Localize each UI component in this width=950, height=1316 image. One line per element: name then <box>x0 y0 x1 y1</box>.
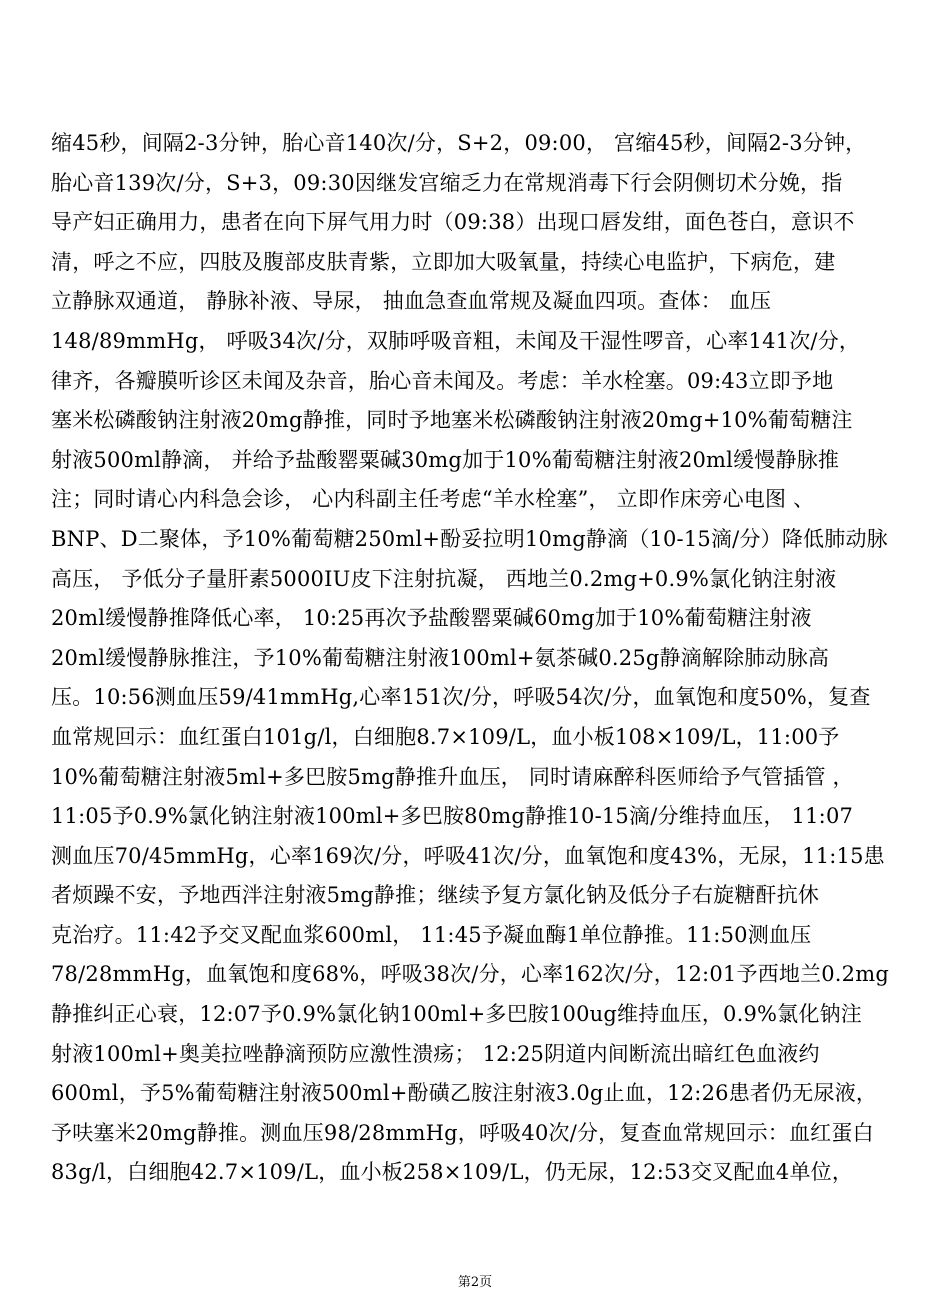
text-line: 10%葡萄糖注射液5ml+多巴胺5mg静推升血压， 同时请麻醉科医师给予气管插管 ， <box>51 764 854 789</box>
text-line: 予呋塞米20mg静推。测血压98/28mmHg，呼吸40次/分，复查血常规回示：血红蛋白 <box>51 1120 874 1145</box>
body-text <box>51 124 903 1193</box>
text-line: 缩45秒，间隔2-3分钟，胎心音140次/分，S+2，09:00， 宫缩45秒，间隔2-3分钟， <box>51 131 867 155</box>
text-line: 148/89mmHg， 呼吸34次/分，双肺呼吸音粗，未闻及干湿性啰音，心率141次/分， <box>51 328 861 353</box>
text-line: 高压， 予低分子量肝素5000IU皮下注射抗凝， 西地兰0.2mg+0.9%氯化钠注射液 <box>51 566 837 591</box>
text-line: 静推纠正心衰，12:07予0.9%氯化钠100ml+多巴胺100ug维持血压，0.9%氯化钠注 <box>51 1002 862 1027</box>
page-number: 第2页 <box>457 1275 493 1290</box>
text-line: 导产妇正确用力，患者在向下屏气用力时（09:38）出现口唇发绀，面色苍白，意识不 <box>51 210 855 235</box>
text-line: 立静脉双通道， 静脉补液、导尿， 抽血急查血常规及凝血四项。查体： 血压 <box>51 289 772 314</box>
text-line: 塞米松磷酸钠注射液20mg静推，同时予地塞米松磷酸钠注射液20mg+10%葡萄糖注 <box>51 408 853 433</box>
text-line: 注；同时请心内科急会诊， 心内科副主任考虑“羊水栓塞”， 立即作床旁心电图 、 <box>51 487 815 512</box>
text-line: 600ml，予5%葡萄糖注射液500ml+酚磺乙胺注射液3.0g止血，12:26患者仍无尿液， <box>51 1081 878 1106</box>
text-line: 克治疗。11:42予交叉配血浆600ml， 11:45予凝血酶1单位静推。11:50测血压 <box>51 922 812 947</box>
text-line: 律齐，各瓣膜听诊区未闻及杂音，胎心音未闻及。考虑：羊水栓塞。09:43立即予地 <box>51 368 834 393</box>
text-line: BNP、D二聚体，予10%葡萄糖250ml+酚妥拉明10mg静滴（10-15滴/分）降低肺动脉 <box>51 526 888 551</box>
text-line: 压。10:56测血压59/41mmHg,心率151次/分，呼吸54次/分，血氧饱和度50%，复查 <box>51 685 871 710</box>
text-line: 血常规回示：血红蛋白101g/l，白细胞8.7×109/L，血小板108×109/L，11:00予 <box>51 724 840 749</box>
text-line: 83g/l，白细胞42.7×109/L，血小板258×109/L，仍无尿，12:53交叉配血4单位， <box>51 1160 854 1185</box>
text-line: 胎心音139次/分，S+3，09:30因继发宫缩乏力在常规消毒下行会阴侧切术分娩，指 <box>51 170 843 195</box>
text-line: 清，呼之不应，四肢及腹部皮肤青紫，立即加大吸氧量，持续心电监护，下病危，建 <box>51 249 836 274</box>
text-line: 射液100ml+奥美拉唑静滴预防应激性溃疡； 12:25阴道内间断流出暗红色血液约 <box>51 1041 820 1066</box>
text-line: 20ml缓慢静脉推注，予10%葡萄糖注射液100ml+氨茶碱0.25g静滴解除肺动脉高 <box>51 645 830 670</box>
text-line: 射液500ml静滴， 并给予盐酸罂粟碱30mg加于10%葡萄糖注射液20ml缓慢静脉推 <box>51 447 840 472</box>
text-line: 20ml缓慢静推降低心率， 10:25再次予盐酸罂粟碱60mg加于10%葡萄糖注射液 <box>51 606 812 631</box>
text-line: 测血压70/45mmHg，心率169次/分，呼吸41次/分，血氧饱和度43%，无尿，11:15患 <box>51 843 885 868</box>
text-line: 者烦躁不安，予地西泮注射液5mg静推；继续予复方氯化钠及低分子右旋糖酐抗休 <box>51 883 820 908</box>
text-line: 11:05予0.9%氯化钠注射液100ml+多巴胺80mg静推10-15滴/分维持血压， 11:07 <box>51 804 854 829</box>
text-line: 78/28mmHg，血氧饱和度68%，呼吸38次/分，心率162次/分，12:01予西地兰0.2mg <box>51 962 890 987</box>
